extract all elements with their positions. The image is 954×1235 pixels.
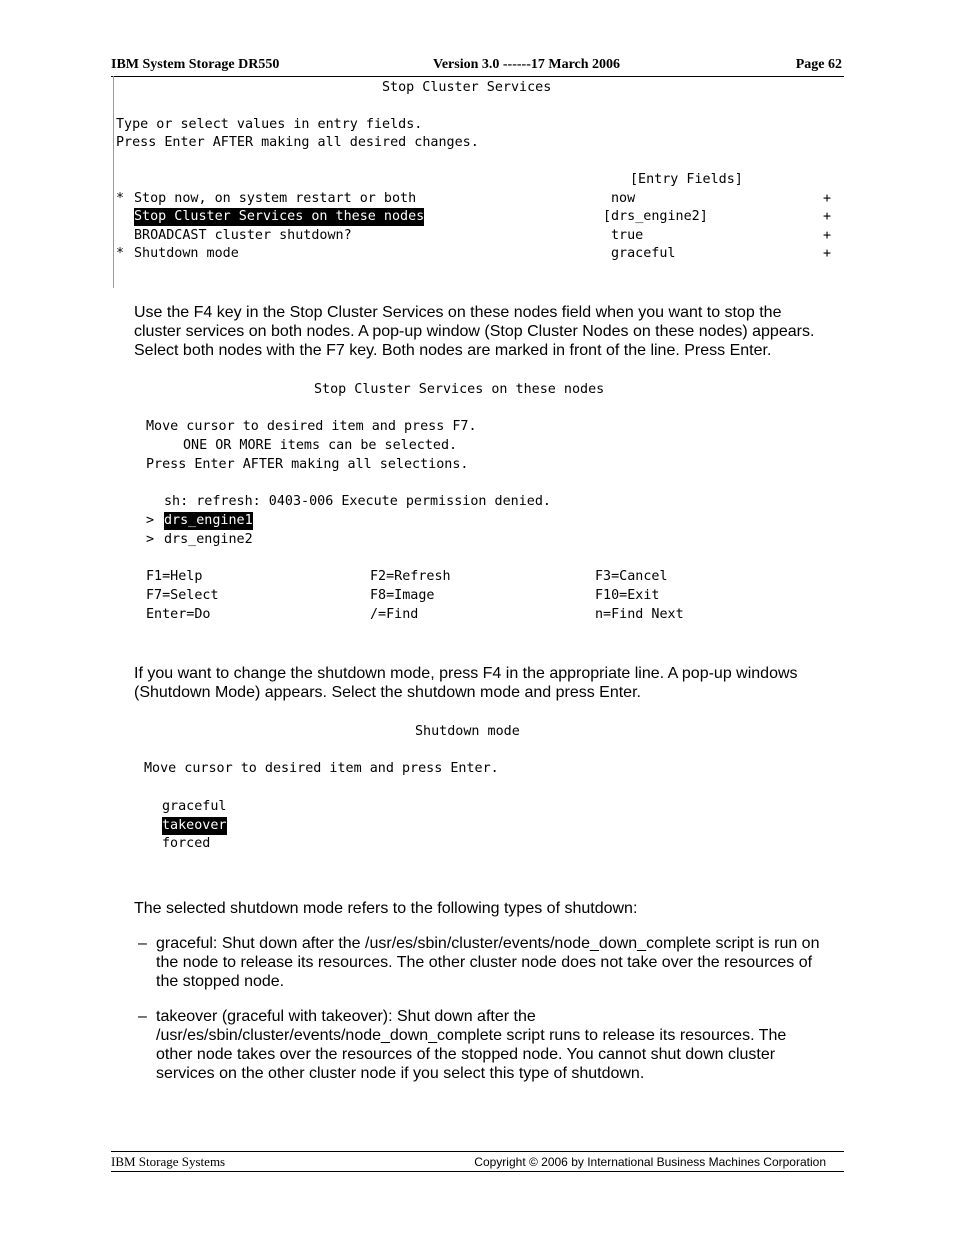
page-footer — [111, 1151, 844, 1172]
list-plus-indicator: + — [823, 228, 832, 243]
key-f10-exit[interactable]: F10=Exit — [595, 588, 660, 603]
screen-stop-cluster-services — [113, 76, 844, 288]
screen1-title: Stop Cluster Services — [382, 80, 552, 95]
text-line: If you want to change the shutdown mode, press F4 in the appropriate line. A pop-up windows — [134, 665, 798, 682]
text-line: (Shutdown Mode) appears. Select the shutdown mode and press Enter. — [134, 684, 641, 701]
header-page-number: Page 62 — [795, 57, 842, 72]
screen3-instruction: Move cursor to desired item and press Enter. — [144, 761, 499, 776]
field-label: Shutdown mode — [134, 246, 239, 261]
field-value[interactable]: true — [611, 228, 644, 243]
text-line: other node takes over the resources of the stopped node. You cannot shut down cluster — [156, 1046, 776, 1063]
field-label: BROADCAST cluster shutdown? — [134, 228, 352, 243]
list-plus-indicator: + — [823, 246, 832, 261]
field-label: Stop now, on system restart or both — [134, 191, 417, 206]
text-line: graceful: Shut down after the /usr/es/sbin/cluster/events/node_down_complete script is run on — [156, 935, 820, 952]
key-f3-cancel[interactable]: F3=Cancel — [595, 569, 668, 584]
field-label-highlighted: Stop Cluster Services on these nodes — [134, 209, 425, 224]
field-value[interactable]: graceful — [611, 246, 676, 261]
text-line: the stopped node. — [156, 973, 285, 990]
option-graceful[interactable]: graceful — [162, 799, 227, 814]
key-find[interactable]: /=Find — [370, 607, 419, 622]
header-product: IBM System Storage DR550 — [111, 57, 280, 72]
footer-copyright: Copyright © 2006 by International Business Machines Corporation — [474, 1155, 826, 1169]
paragraph-shutdown-mode — [134, 664, 798, 702]
page-header — [111, 57, 844, 77]
key-f1-help[interactable]: F1=Help — [146, 569, 203, 584]
footer-company: IBM Storage Systems — [111, 1154, 226, 1169]
key-find-next[interactable]: n=Find Next — [595, 607, 684, 622]
screen2-instruction-2: ONE OR MORE items can be selected. — [183, 438, 458, 453]
node-name-highlighted[interactable]: drs_engine1 — [164, 513, 253, 528]
selection-marker: > — [146, 532, 155, 547]
selection-marker: > — [146, 513, 155, 528]
required-marker: * — [116, 191, 125, 206]
text-line: /usr/es/sbin/cluster/events/node_down_complete script runs to release its resources. The — [156, 1027, 787, 1044]
text-line: the node to release its resources. The other cluster node does not take over the resources of — [156, 954, 813, 971]
list-plus-indicator: + — [823, 191, 832, 206]
screen3-title: Shutdown mode — [415, 724, 520, 739]
text-line: Use the F4 key in the Stop Cluster Services on these nodes field when you want to stop the — [134, 304, 782, 321]
screen2-title: Stop Cluster Services on these nodes — [314, 382, 605, 397]
node-name[interactable]: drs_engine2 — [164, 532, 253, 547]
bullet-dash: – — [138, 1008, 147, 1025]
bullet-takeover — [156, 1007, 786, 1083]
paragraph-shutdown-types: The selected shutdown mode refers to the following types of shutdown: — [134, 900, 638, 917]
required-marker: * — [116, 246, 125, 261]
error-message: sh: refresh: 0403-006 Execute permission denied. — [164, 494, 551, 509]
option-forced[interactable]: forced — [162, 836, 211, 851]
screen1-entry-header: [Entry Fields] — [630, 172, 743, 187]
paragraph-f4-instructions — [134, 303, 814, 360]
key-f7-select[interactable]: F7=Select — [146, 588, 219, 603]
field-value[interactable]: now — [611, 191, 636, 206]
screen2-instruction-3: Press Enter AFTER making all selections. — [146, 457, 469, 472]
field-value[interactable]: [drs_engine2] — [603, 209, 708, 224]
screen1-instruction-1: Type or select values in entry fields. — [116, 117, 423, 132]
key-f2-refresh[interactable]: F2=Refresh — [370, 569, 451, 584]
bullet-dash: – — [138, 935, 147, 952]
screen1-instruction-2: Press Enter AFTER making all desired changes. — [116, 135, 479, 150]
text-line: Select both nodes with the F7 key. Both nodes are marked in front of the line. Press Enter. — [134, 342, 772, 359]
text-line: cluster services on both nodes. A pop-up window (Stop Cluster Nodes on these nodes) appears. — [134, 323, 815, 340]
list-plus-indicator: + — [823, 209, 832, 224]
text-line: services on the other cluster node if you select this type of shutdown. — [156, 1065, 645, 1082]
option-takeover-highlighted[interactable]: takeover — [162, 818, 227, 833]
text-line: takeover (graceful with takeover): Shut down after the — [156, 1008, 536, 1025]
header-version: Version 3.0 ------17 March 2006 — [433, 57, 621, 72]
bullet-graceful — [156, 934, 819, 991]
key-enter-do[interactable]: Enter=Do — [146, 607, 211, 622]
screen2-instruction-1: Move cursor to desired item and press F7. — [146, 419, 477, 434]
key-f8-image[interactable]: F8=Image — [370, 588, 435, 603]
